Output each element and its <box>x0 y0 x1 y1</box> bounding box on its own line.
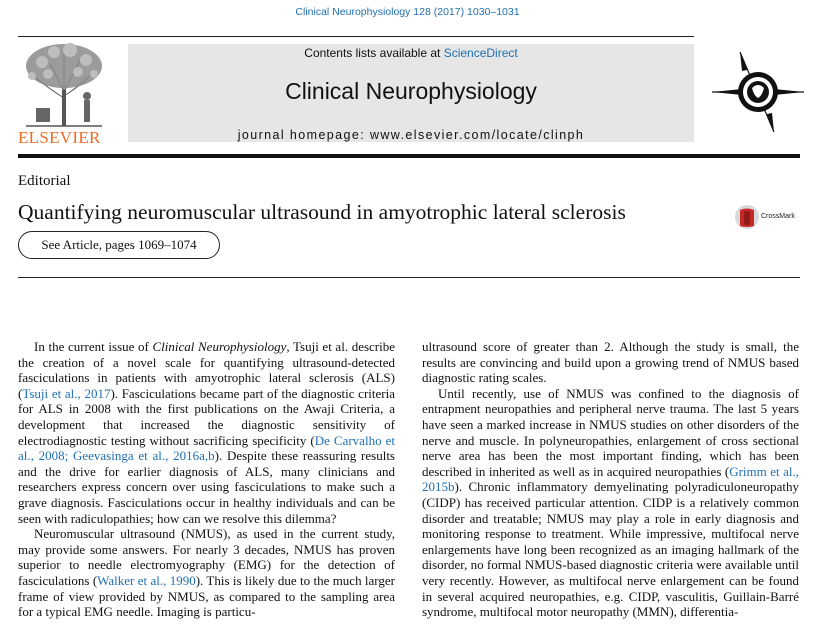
body-text: , Tsuji et al. describe the creation of a novel scale for quantifying ultrasound-detected fasciculations in patients with amyotrophic lateral sclerosis (ALS) ( <box>18 339 395 401</box>
journal-title: Clinical Neurophysiology <box>285 78 537 104</box>
body-text: ). Despite these reassuring results and the drive for earlier diagnosis of ALS, many clinicians and researchers express concern over using fasciculations to make such a grave diagnosis. Fasciculations occur in healthy individuals and can be seen with radiculopathies; how can we resolve this dilemma? <box>18 448 395 526</box>
body-text: ). Chronic inflammatory demyelinating polyradiculoneuropathy (CIDP) has received particular attention. CIDP is a relatively common disorder and treatable; NMUS may play a role in early diagnosis and monitoring response to treatment. While impressive, multifocal nerve enlargements have long been recognized as an imaging hallmark of the disorder, no formal NMUS-based diagnostic criteria were available until very recently. However, as multifocal nerve enlargement can be found in several acquired neuropathies, e.g. CIDP, vasculitis, Guillain-Barré syndrome, multifocal motor neuropathy (MMN), differentia- <box>422 479 799 620</box>
citation-link[interactable]: Grimm et al., 2015b <box>422 463 799 495</box>
journal-homepage[interactable]: journal homepage: www.elsevier.com/locate/clinph <box>237 128 585 142</box>
body-text: In the current issue of <box>34 339 153 354</box>
citation-link[interactable]: Walker et al., 1990 <box>97 572 196 588</box>
body-text: ultrasound score of greater than 2. Although the study is small, the results are convincing and build upon a growing trend of NMUS based diagnostic rating scales. <box>422 339 799 386</box>
sciencedirect-link[interactable]: ScienceDirect <box>443 46 518 60</box>
body-text: Neuromuscular ultrasound (NMUS), as used in the current study, may provide some answers. For nearly 3 decades, NMUS has proven superior to needle electromyography (EMG) for the detection of fasciculations ( <box>18 526 395 588</box>
contents-prefix: Contents lists available at <box>304 46 444 60</box>
body-text: ). Fasciculations became part of the diagnostic criteria for ALS in 2008 with the first publications on the Awaji Criteria, a development that increased the diagnostic sensitivity of electrodiagnostic testing without sacrificing specificity ( <box>18 385 395 448</box>
paragraph <box>422 339 799 386</box>
body-text: ). This is likely due to the much larger frame of view provided by NMUS, as compared to the sampling area for a typical EMG needle. Imaging is particu- <box>18 572 396 620</box>
body-column-left <box>18 339 395 620</box>
paragraph <box>422 386 799 620</box>
elsevier-wordmark: ELSEVIER <box>18 128 101 147</box>
see-article-link[interactable]: See Article, pages 1069–1074 <box>18 231 220 259</box>
paragraph <box>18 526 395 620</box>
italic-text: Clinical Neurophysiology <box>152 339 287 354</box>
journal-citation[interactable]: Clinical Neurophysiology 128 (2017) 1030–1031 <box>295 6 520 18</box>
body-text: Until recently, use of NMUS was confined to the diagnosis of entrapment neuropathies and peripheral nerve trauma. The last 5 years have seen a marked increase in NMUS studies on other disorders of the nerve and muscle. In polyneuropathies, enlargement of cross sectional nerve area has been the most important finding, which has been described in inherited as well as in acquired neuropathies ( <box>422 385 799 479</box>
masthead-top-rule <box>18 36 694 37</box>
body-column-right <box>422 339 799 620</box>
masthead-heavy-rule <box>18 154 800 158</box>
crossmark-label: CrossMark <box>761 213 795 220</box>
article-type: Editorial <box>18 173 71 189</box>
citation-link[interactable]: Tsuji et al., 2017 <box>22 385 111 401</box>
citation-link[interactable]: De Carvalho et al., 2008; Geevasinga et al., 2016a,b <box>18 432 395 464</box>
journal-cover-icon <box>712 50 804 134</box>
paragraph <box>18 339 395 526</box>
header-bottom-rule <box>18 277 800 278</box>
contents-line <box>128 46 694 60</box>
crossmark-icon <box>734 204 760 230</box>
crossmark-button[interactable] <box>734 204 802 230</box>
article-title: Quantifying neuromuscular ultrasound in amyotrophic lateral sclerosis <box>18 200 626 224</box>
